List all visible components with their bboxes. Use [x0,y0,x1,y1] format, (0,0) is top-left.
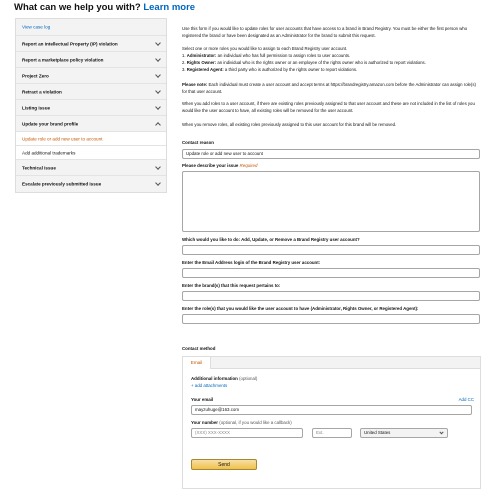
chevron-down-icon [155,56,161,62]
chevron-down-icon [155,180,161,186]
roles-input[interactable] [182,314,480,324]
sidebar-item-technical-issue[interactable]: Technical issue [16,160,166,176]
contact-reason-label: Contact reason [182,140,214,145]
page-header [14,2,195,13]
describe-issue-textarea[interactable] [182,171,480,232]
contact-reason-field[interactable]: Update role or add new user to account [182,149,480,159]
country-select[interactable]: United States [360,428,448,438]
chevron-up-icon [155,122,161,128]
your-email-input[interactable]: mayzuhuge@163.com [191,405,472,415]
note-paragraph: Please note: Each individual must create a user account and accept terms at https://brandregistry.amazon.com before the Administrator can assign role(s) for that user account. [182,82,476,94]
learn-more-link[interactable]: Learn more [143,2,196,13]
tab-email[interactable]: Email [183,357,211,369]
chevron-down-icon [155,88,161,94]
chevron-down-icon [155,104,161,110]
role-rights-owner: 2. Rights Owner: an individual who is the rights owner or an employee of the rights owner who is authorized to report violations. [182,60,426,65]
add-attachments-link[interactable]: + add attachments [191,383,228,388]
your-email-label: Your email [191,397,214,402]
chevron-down-icon [155,164,161,170]
sidebar-item-marketplace-violation[interactable]: Report a marketplace policy violation [16,52,166,68]
sidebar-subitem-update-role[interactable]: Update role or add new user to account [16,132,166,146]
contact-method-label: Contact method [182,346,216,351]
contact-method-tabs [183,357,480,369]
sidebar-item-project-zero[interactable]: Project Zero [16,68,166,84]
sidebar [15,18,167,193]
action-input[interactable] [182,245,480,255]
roles-intro: Select one or more roles you would like to assign to each Brand Registry user account. [182,46,348,51]
intro-paragraph: Use this form if you would like to update roles for user accounts that have access to a brand in Brand Registry. You must be either the first person who registered the brand or have been designated as an Administrator for the brand to submit this request. [182,26,468,38]
contact-method-panel [182,356,481,489]
remove-roles-paragraph: When you remove roles, all existing roles previously assigned to this user account for this brand will be removed. [182,122,397,127]
role-registered-agent: 3. Registered Agent: a third party who is authorized by the rights owner to report violations. [182,67,358,72]
send-button[interactable]: Send [191,459,257,470]
sidebar-item-listing-issue[interactable]: Listing issue [16,100,166,116]
chevron-down-icon [155,72,161,78]
role-administrator: 1. Administrator: an individual who has full permission to assign roles to user accounts. [182,53,351,58]
brands-input[interactable] [182,291,480,301]
sidebar-item-ip-violation[interactable]: Report an intellectual Property (IP) violation [16,36,166,52]
add-cc-link[interactable]: Add CC [458,397,474,402]
describe-issue-label: Please describe your issue Required [182,163,258,168]
sidebar-item-brand-profile[interactable]: Update your brand profile [16,116,166,132]
sidebar-item-escalate[interactable]: Escalate previously submitted issue [16,176,166,192]
question-action-label: Which would you like to do: Add, Update, or Remove a Brand Registry user account? [182,237,360,242]
question-roles-label: Enter the role(s) that you would like the user account to have (Administrator, Rights Owner, or Registered Agent): [182,306,419,311]
sidebar-item-retract-violation[interactable]: Retract a violation [16,84,166,100]
chevron-down-icon [439,430,443,434]
additional-info-label: Additional information (optional) [191,376,258,381]
your-number-label: Your number (optional, if you would like a callback) [191,420,292,425]
user-email-input[interactable] [182,268,480,278]
add-roles-paragraph: When you add roles to a user account, if there are existing roles previously assigned to that user account and these are not included in the list of roles you would like the user account to have, all existing roles will be removed for the user account. [182,101,475,113]
question-email-label: Enter the Email Address login of the Brand Registry user account: [182,260,321,265]
sidebar-subitem-add-trademarks[interactable]: Add additional trademarks [16,146,166,160]
sidebar-view-case-log[interactable]: View case log [16,19,166,36]
phone-ext-input[interactable]: Ext. [312,428,352,438]
question-brands-label: Enter the brand(s) that this request pertains to: [182,283,281,288]
phone-input[interactable]: (XXX) XXX-XXXX [191,428,303,438]
page-title: What can we help you with? [14,2,141,13]
chevron-down-icon [155,40,161,46]
